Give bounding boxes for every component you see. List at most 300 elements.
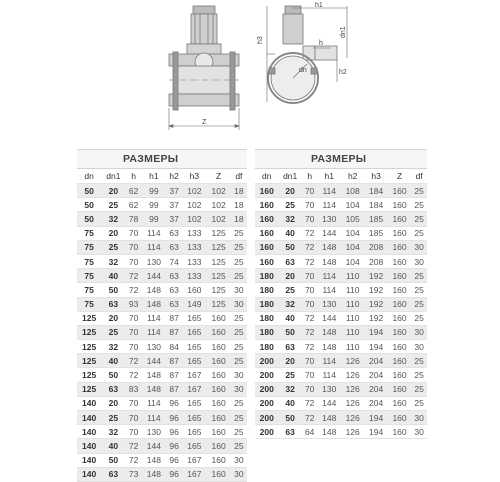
table-cell: 208 bbox=[364, 254, 387, 268]
table-cell: 160 bbox=[206, 340, 230, 354]
table-row bbox=[77, 411, 247, 425]
table-row bbox=[255, 184, 427, 198]
table-cell: 50 bbox=[77, 212, 101, 226]
table-cell: 148 bbox=[142, 368, 166, 382]
table-cell: 25 bbox=[231, 354, 247, 368]
table-cell: 30 bbox=[231, 382, 247, 396]
table-cell: 25 bbox=[411, 184, 427, 198]
table-cell: 32 bbox=[101, 340, 125, 354]
table-row bbox=[77, 467, 247, 481]
table-cell: 110 bbox=[341, 340, 364, 354]
table-row bbox=[77, 184, 247, 198]
table-cell: 25 bbox=[411, 269, 427, 283]
table-cell: 125 bbox=[77, 368, 101, 382]
table-cell: 114 bbox=[142, 311, 166, 325]
table-cell: 148 bbox=[142, 467, 166, 481]
table-cell: 70 bbox=[126, 396, 142, 410]
table-cell: 125 bbox=[77, 382, 101, 396]
table-cell: 149 bbox=[182, 297, 206, 311]
table-cell: 104 bbox=[341, 240, 364, 254]
table-cell: 25 bbox=[231, 439, 247, 453]
table-row bbox=[77, 453, 247, 467]
table-cell: 114 bbox=[318, 354, 341, 368]
table-cell: 160 bbox=[206, 467, 230, 481]
table-cell: 25 bbox=[231, 311, 247, 325]
table-cell: 180 bbox=[255, 340, 278, 354]
column-header: h3 bbox=[189, 171, 200, 181]
table-cell: 25 bbox=[231, 340, 247, 354]
table-cell: 20 bbox=[101, 226, 125, 240]
table-cell: 148 bbox=[142, 297, 166, 311]
table-cell: 83 bbox=[126, 382, 142, 396]
table-cell: 102 bbox=[206, 198, 230, 212]
table-cell: 72 bbox=[302, 340, 318, 354]
table-cell: 63 bbox=[166, 226, 182, 240]
table-cell: 192 bbox=[364, 269, 387, 283]
dim-label-h1: h1 bbox=[315, 2, 323, 9]
table-cell: 32 bbox=[278, 382, 301, 396]
table-cell: 167 bbox=[182, 467, 206, 481]
table-cell: 114 bbox=[318, 184, 341, 198]
table-cell: 148 bbox=[318, 254, 341, 268]
table-cell: 40 bbox=[101, 269, 125, 283]
table-cell: 70 bbox=[302, 269, 318, 283]
section-title: РАЗМЕРЫ bbox=[255, 149, 427, 169]
table-cell: 25 bbox=[101, 198, 125, 212]
column-header: h2 bbox=[169, 171, 179, 181]
table-cell: 130 bbox=[142, 340, 166, 354]
table-cell: 50 bbox=[101, 283, 125, 297]
table-cell: 96 bbox=[166, 453, 182, 467]
table-cell: 99 bbox=[142, 198, 166, 212]
table-cell: 70 bbox=[126, 325, 142, 339]
column-header: dn1 bbox=[283, 171, 298, 181]
table-cell: 50 bbox=[278, 411, 301, 425]
dimensions-table-panel-left bbox=[77, 149, 247, 482]
column-header: h bbox=[307, 171, 313, 181]
table-cell: 70 bbox=[302, 382, 318, 396]
table-cell: 148 bbox=[142, 453, 166, 467]
table-row bbox=[255, 382, 427, 396]
table-cell: 20 bbox=[101, 311, 125, 325]
table-cell: 70 bbox=[126, 254, 142, 268]
table-cell: 30 bbox=[411, 411, 427, 425]
front-view-drawing bbox=[165, 2, 243, 132]
table-row bbox=[77, 198, 247, 212]
table-cell: 180 bbox=[255, 311, 278, 325]
table-cell: 114 bbox=[142, 226, 166, 240]
table-cell: 25 bbox=[231, 240, 247, 254]
table-cell: 185 bbox=[364, 226, 387, 240]
column-header: Z bbox=[396, 171, 403, 181]
table-cell: 25 bbox=[411, 396, 427, 410]
table-cell: 208 bbox=[364, 240, 387, 254]
table-cell: 63 bbox=[101, 382, 125, 396]
table-cell: 126 bbox=[341, 425, 364, 439]
table-cell: 110 bbox=[341, 297, 364, 311]
table-cell: 160 bbox=[388, 340, 411, 354]
table-row bbox=[255, 354, 427, 368]
table-cell: 70 bbox=[126, 311, 142, 325]
table-cell: 165 bbox=[182, 325, 206, 339]
table-cell: 133 bbox=[182, 240, 206, 254]
table-cell: 32 bbox=[101, 212, 125, 226]
table-cell: 160 bbox=[255, 240, 278, 254]
table-cell: 165 bbox=[182, 340, 206, 354]
table-cell: 72 bbox=[126, 283, 142, 297]
table-cell: 102 bbox=[206, 212, 230, 226]
table-cell: 40 bbox=[278, 396, 301, 410]
table-cell: 200 bbox=[255, 425, 278, 439]
table-cell: 75 bbox=[77, 254, 101, 268]
table-cell: 72 bbox=[126, 439, 142, 453]
table-cell: 25 bbox=[411, 297, 427, 311]
table-cell: 40 bbox=[101, 439, 125, 453]
table-cell: 160 bbox=[255, 198, 278, 212]
table-cell: 148 bbox=[142, 382, 166, 396]
table-cell: 126 bbox=[341, 368, 364, 382]
table-cell: 70 bbox=[126, 340, 142, 354]
table-cell: 30 bbox=[411, 254, 427, 268]
table-row bbox=[255, 297, 427, 311]
dim-label-h: h bbox=[319, 40, 323, 47]
table-cell: 180 bbox=[255, 283, 278, 297]
table-cell: 70 bbox=[302, 198, 318, 212]
table-cell: 63 bbox=[166, 269, 182, 283]
table-cell: 25 bbox=[278, 283, 301, 297]
table-cell: 70 bbox=[126, 240, 142, 254]
table-cell: 75 bbox=[77, 283, 101, 297]
table-cell: 62 bbox=[126, 184, 142, 198]
table-cell: 30 bbox=[411, 340, 427, 354]
table-cell: 160 bbox=[388, 184, 411, 198]
table-cell: 96 bbox=[166, 425, 182, 439]
table-cell: 20 bbox=[278, 269, 301, 283]
table-row bbox=[255, 340, 427, 354]
column-header: df bbox=[235, 171, 243, 181]
table-row bbox=[255, 425, 427, 439]
table-cell: 140 bbox=[77, 467, 101, 481]
table-cell: 72 bbox=[302, 226, 318, 240]
table-cell: 125 bbox=[77, 325, 101, 339]
table-cell: 70 bbox=[302, 283, 318, 297]
table-cell: 114 bbox=[142, 325, 166, 339]
table-cell: 20 bbox=[278, 354, 301, 368]
table-header-row bbox=[255, 169, 427, 184]
table-cell: 125 bbox=[77, 354, 101, 368]
table-row bbox=[255, 240, 427, 254]
table-cell: 72 bbox=[302, 325, 318, 339]
table-cell: 18 bbox=[231, 198, 247, 212]
table-cell: 148 bbox=[318, 325, 341, 339]
table-cell: 204 bbox=[364, 382, 387, 396]
table-cell: 184 bbox=[364, 198, 387, 212]
section-title: РАЗМЕРЫ bbox=[77, 149, 247, 169]
table-cell: 114 bbox=[318, 269, 341, 283]
table-cell: 148 bbox=[318, 425, 341, 439]
table-row bbox=[255, 368, 427, 382]
table-cell: 160 bbox=[206, 325, 230, 339]
table-cell: 25 bbox=[231, 325, 247, 339]
table-cell: 144 bbox=[142, 439, 166, 453]
table-cell: 165 bbox=[182, 311, 206, 325]
table-cell: 200 bbox=[255, 411, 278, 425]
table-cell: 72 bbox=[302, 240, 318, 254]
table-cell: 102 bbox=[206, 184, 230, 198]
table-cell: 84 bbox=[166, 340, 182, 354]
table-cell: 160 bbox=[255, 184, 278, 198]
table-cell: 200 bbox=[255, 368, 278, 382]
table-cell: 160 bbox=[206, 311, 230, 325]
table-cell: 25 bbox=[231, 396, 247, 410]
table-cell: 72 bbox=[302, 396, 318, 410]
table-cell: 148 bbox=[318, 340, 341, 354]
table-cell: 114 bbox=[142, 240, 166, 254]
table-cell: 96 bbox=[166, 411, 182, 425]
table-cell: 32 bbox=[101, 425, 125, 439]
table-cell: 105 bbox=[341, 212, 364, 226]
table-cell: 75 bbox=[77, 297, 101, 311]
table-cell: 125 bbox=[206, 240, 230, 254]
table-cell: 78 bbox=[126, 212, 142, 226]
table-row bbox=[77, 439, 247, 453]
table-cell: 63 bbox=[278, 425, 301, 439]
table-cell: 160 bbox=[388, 382, 411, 396]
table-cell: 30 bbox=[231, 368, 247, 382]
table-cell: 160 bbox=[388, 425, 411, 439]
table-cell: 125 bbox=[206, 226, 230, 240]
table-cell: 37 bbox=[166, 212, 182, 226]
table-cell: 204 bbox=[364, 368, 387, 382]
table-cell: 96 bbox=[166, 467, 182, 481]
table-cell: 192 bbox=[364, 311, 387, 325]
table-cell: 126 bbox=[341, 382, 364, 396]
table-cell: 104 bbox=[341, 198, 364, 212]
table-cell: 160 bbox=[255, 212, 278, 226]
table-cell: 37 bbox=[166, 184, 182, 198]
table-cell: 25 bbox=[101, 411, 125, 425]
table-cell: 110 bbox=[341, 283, 364, 297]
table-cell: 204 bbox=[364, 396, 387, 410]
table-cell: 40 bbox=[278, 226, 301, 240]
table-cell: 130 bbox=[318, 382, 341, 396]
table-cell: 114 bbox=[142, 411, 166, 425]
dimensions-table bbox=[255, 169, 427, 439]
table-cell: 96 bbox=[166, 396, 182, 410]
table-cell: 110 bbox=[341, 325, 364, 339]
table-cell: 30 bbox=[411, 240, 427, 254]
table-cell: 160 bbox=[388, 354, 411, 368]
table-cell: 50 bbox=[101, 453, 125, 467]
table-cell: 200 bbox=[255, 396, 278, 410]
table-cell: 25 bbox=[411, 382, 427, 396]
table-cell: 125 bbox=[206, 283, 230, 297]
table-cell: 25 bbox=[411, 283, 427, 297]
table-cell: 75 bbox=[77, 240, 101, 254]
dim-label-h2: h2 bbox=[339, 69, 347, 76]
table-row bbox=[77, 226, 247, 240]
table-cell: 130 bbox=[142, 425, 166, 439]
table-row bbox=[255, 269, 427, 283]
table-cell: 114 bbox=[318, 283, 341, 297]
dimensions-table-panel-right bbox=[255, 149, 427, 439]
table-cell: 133 bbox=[182, 254, 206, 268]
table-cell: 110 bbox=[341, 269, 364, 283]
table-cell: 160 bbox=[255, 254, 278, 268]
table-row bbox=[77, 396, 247, 410]
table-cell: 25 bbox=[231, 425, 247, 439]
table-cell: 200 bbox=[255, 354, 278, 368]
table-cell: 30 bbox=[231, 297, 247, 311]
table-cell: 192 bbox=[364, 297, 387, 311]
table-cell: 96 bbox=[166, 439, 182, 453]
table-cell: 192 bbox=[364, 283, 387, 297]
table-cell: 30 bbox=[411, 325, 427, 339]
table-cell: 200 bbox=[255, 382, 278, 396]
column-header: h2 bbox=[347, 171, 358, 181]
table-cell: 50 bbox=[278, 240, 301, 254]
table-row bbox=[77, 254, 247, 268]
table-cell: 25 bbox=[411, 212, 427, 226]
table-cell: 50 bbox=[278, 325, 301, 339]
table-cell: 140 bbox=[77, 453, 101, 467]
table-cell: 160 bbox=[388, 240, 411, 254]
table-cell: 32 bbox=[101, 254, 125, 268]
table-cell: 114 bbox=[318, 368, 341, 382]
table-cell: 160 bbox=[388, 325, 411, 339]
table-cell: 125 bbox=[77, 340, 101, 354]
table-cell: 160 bbox=[182, 283, 206, 297]
table-cell: 125 bbox=[206, 269, 230, 283]
table-cell: 140 bbox=[77, 439, 101, 453]
table-cell: 50 bbox=[77, 198, 101, 212]
table-cell: 62 bbox=[126, 198, 142, 212]
table-cell: 25 bbox=[411, 226, 427, 240]
table-cell: 125 bbox=[77, 311, 101, 325]
column-header: Z bbox=[216, 171, 222, 181]
table-cell: 70 bbox=[302, 184, 318, 198]
table-cell: 25 bbox=[278, 368, 301, 382]
table-cell: 185 bbox=[364, 212, 387, 226]
table-cell: 108 bbox=[341, 184, 364, 198]
table-cell: 25 bbox=[101, 325, 125, 339]
table-cell: 144 bbox=[318, 396, 341, 410]
table-cell: 32 bbox=[278, 297, 301, 311]
table-cell: 63 bbox=[101, 297, 125, 311]
table-cell: 130 bbox=[142, 254, 166, 268]
table-cell: 102 bbox=[182, 212, 206, 226]
column-header: h1 bbox=[149, 171, 159, 181]
table-cell: 160 bbox=[388, 311, 411, 325]
table-cell: 63 bbox=[278, 254, 301, 268]
table-row bbox=[77, 425, 247, 439]
table-cell: 160 bbox=[388, 368, 411, 382]
table-cell: 160 bbox=[206, 439, 230, 453]
column-header: h bbox=[131, 171, 136, 181]
dimensions-table bbox=[77, 169, 247, 482]
table-cell: 20 bbox=[101, 396, 125, 410]
table-cell: 110 bbox=[341, 311, 364, 325]
column-header: h1 bbox=[324, 171, 334, 181]
table-cell: 37 bbox=[166, 198, 182, 212]
table-row bbox=[255, 325, 427, 339]
table-cell: 99 bbox=[142, 212, 166, 226]
table-cell: 25 bbox=[411, 311, 427, 325]
table-cell: 125 bbox=[206, 254, 230, 268]
table-cell: 87 bbox=[166, 325, 182, 339]
column-header: df bbox=[415, 171, 423, 181]
table-cell: 72 bbox=[126, 269, 142, 283]
table-cell: 25 bbox=[411, 198, 427, 212]
table-cell: 104 bbox=[341, 254, 364, 268]
side-view-drawing bbox=[257, 2, 357, 132]
table-cell: 87 bbox=[166, 382, 182, 396]
dim-label-dn: dn bbox=[299, 67, 307, 74]
table-row bbox=[255, 311, 427, 325]
table-cell: 72 bbox=[126, 453, 142, 467]
table-cell: 63 bbox=[101, 467, 125, 481]
table-cell: 70 bbox=[126, 226, 142, 240]
table-cell: 160 bbox=[206, 425, 230, 439]
table-cell: 64 bbox=[302, 425, 318, 439]
table-cell: 160 bbox=[206, 354, 230, 368]
table-cell: 160 bbox=[206, 396, 230, 410]
table-cell: 70 bbox=[126, 411, 142, 425]
table-cell: 25 bbox=[411, 354, 427, 368]
table-cell: 126 bbox=[341, 411, 364, 425]
column-header: h3 bbox=[371, 171, 381, 181]
column-header: dn bbox=[84, 171, 94, 181]
table-row bbox=[255, 396, 427, 410]
table-cell: 74 bbox=[166, 254, 182, 268]
table-cell: 102 bbox=[182, 198, 206, 212]
table-cell: 160 bbox=[206, 368, 230, 382]
table-cell: 167 bbox=[182, 368, 206, 382]
table-cell: 165 bbox=[182, 411, 206, 425]
table-cell: 40 bbox=[101, 354, 125, 368]
table-cell: 70 bbox=[302, 212, 318, 226]
table-cell: 75 bbox=[77, 269, 101, 283]
table-cell: 50 bbox=[77, 184, 101, 198]
table-cell: 160 bbox=[388, 226, 411, 240]
table-cell: 160 bbox=[255, 226, 278, 240]
table-cell: 140 bbox=[77, 411, 101, 425]
table-header-row bbox=[77, 169, 247, 184]
table-cell: 18 bbox=[231, 184, 247, 198]
table-cell: 160 bbox=[388, 254, 411, 268]
table-row bbox=[77, 297, 247, 311]
table-cell: 144 bbox=[318, 226, 341, 240]
dim-label-dn1: dn1 bbox=[340, 26, 347, 38]
table-cell: 70 bbox=[302, 354, 318, 368]
table-cell: 20 bbox=[278, 184, 301, 198]
table-cell: 194 bbox=[364, 411, 387, 425]
table-cell: 160 bbox=[206, 411, 230, 425]
table-cell: 167 bbox=[182, 453, 206, 467]
table-cell: 180 bbox=[255, 325, 278, 339]
table-cell: 72 bbox=[126, 354, 142, 368]
table-row bbox=[255, 198, 427, 212]
table-row bbox=[255, 254, 427, 268]
table-cell: 63 bbox=[166, 297, 182, 311]
table-cell: 144 bbox=[142, 354, 166, 368]
table-cell: 72 bbox=[302, 311, 318, 325]
table-cell: 140 bbox=[77, 396, 101, 410]
table-cell: 87 bbox=[166, 354, 182, 368]
table-cell: 25 bbox=[411, 368, 427, 382]
table-cell: 70 bbox=[302, 368, 318, 382]
table-row bbox=[77, 212, 247, 226]
